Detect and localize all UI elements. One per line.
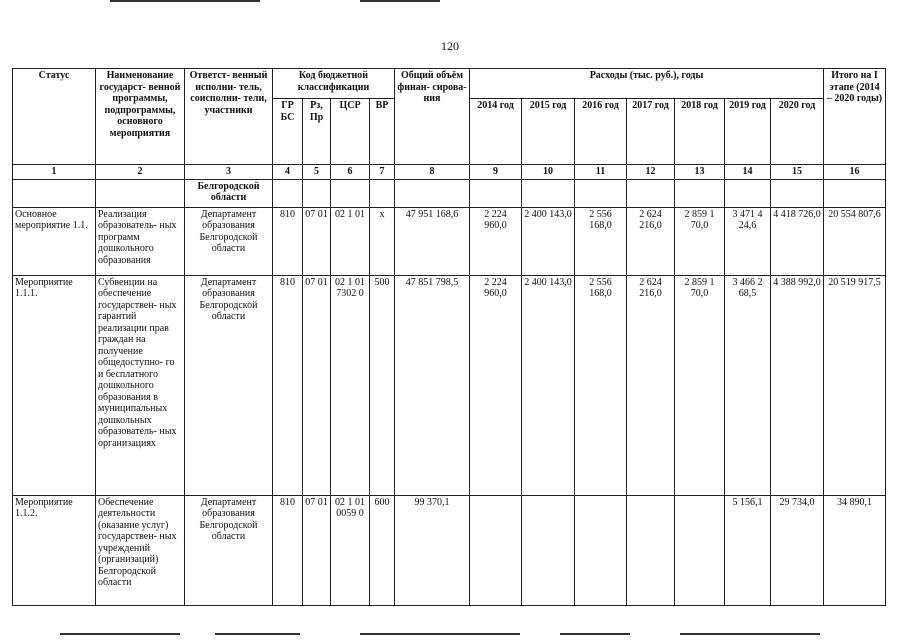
empty-cell bbox=[725, 179, 771, 207]
empty-cell bbox=[303, 179, 331, 207]
header-responsible: Ответст- венный исполни- тель, соисполни- тели, участники bbox=[185, 69, 273, 165]
row-year-value: 29 734,0 bbox=[771, 495, 824, 605]
header-year: 2018 год bbox=[675, 99, 725, 165]
row-year-value: 2 624 216,0 bbox=[627, 275, 675, 495]
column-number: 7 bbox=[370, 165, 395, 180]
empty-cell bbox=[395, 179, 470, 207]
empty-cell bbox=[824, 179, 886, 207]
row-year-value bbox=[627, 495, 675, 605]
empty-cell bbox=[771, 179, 824, 207]
column-number: 12 bbox=[627, 165, 675, 180]
row-responsible: Департамент образования Белгородской области bbox=[185, 275, 273, 495]
row-year-value bbox=[675, 495, 725, 605]
column-number: 15 bbox=[771, 165, 824, 180]
empty-cell bbox=[470, 179, 522, 207]
column-number-row bbox=[13, 165, 886, 180]
header-name: Наименование государст- венной программы, подпрограммы, основного мероприятия bbox=[96, 69, 185, 165]
row-vr: х bbox=[370, 207, 395, 275]
empty-cell bbox=[675, 179, 725, 207]
row-year-value: 2 859 1 70,0 bbox=[675, 207, 725, 275]
row-status: Мероприятие 1.1.1. bbox=[13, 275, 96, 495]
row-rzpr: 07 01 bbox=[303, 495, 331, 605]
column-number: 13 bbox=[675, 165, 725, 180]
header-year: 2020 год bbox=[771, 99, 824, 165]
empty-cell bbox=[273, 179, 303, 207]
header-rzpr: Рз, Пр bbox=[303, 99, 331, 165]
row-year-value bbox=[575, 495, 627, 605]
header-year: 2016 год bbox=[575, 99, 627, 165]
bottom-scan-rule-5 bbox=[680, 633, 820, 635]
budget-table bbox=[12, 68, 886, 606]
row-responsible: Департамент образования Белгородской области bbox=[185, 495, 273, 605]
row-total: 99 370,1 bbox=[395, 495, 470, 605]
top-scan-rule-left bbox=[110, 0, 260, 2]
empty-cell bbox=[627, 179, 675, 207]
column-number: 10 bbox=[522, 165, 575, 180]
column-number: 14 bbox=[725, 165, 771, 180]
header-total-funding: Общий объём финан- сирова- ния bbox=[395, 69, 470, 165]
continuation-text: Белгородской области bbox=[185, 179, 273, 207]
column-number: 11 bbox=[575, 165, 627, 180]
row-stage-total: 20 554 807,6 bbox=[824, 207, 886, 275]
row-vr: 500 bbox=[370, 275, 395, 495]
row-grbs: 810 bbox=[273, 275, 303, 495]
empty-cell bbox=[522, 179, 575, 207]
header-status: Статус bbox=[13, 69, 96, 165]
row-stage-total: 20 519 917,5 bbox=[824, 275, 886, 495]
row-year-value bbox=[522, 495, 575, 605]
table-row bbox=[13, 275, 886, 495]
bottom-scan-rule-3 bbox=[360, 633, 520, 635]
row-csr: 02 1 01 bbox=[331, 207, 370, 275]
column-number: 16 bbox=[824, 165, 886, 180]
row-stage-total: 34 890,1 bbox=[824, 495, 886, 605]
header-expenses: Расходы (тыс. руб.), годы bbox=[470, 69, 824, 99]
row-total: 47 951 168,6 bbox=[395, 207, 470, 275]
column-number: 5 bbox=[303, 165, 331, 180]
row-name: Реализация образователь- ных программ дошкольного образования bbox=[96, 207, 185, 275]
row-rzpr: 07 01 bbox=[303, 207, 331, 275]
row-total: 47 851 798,5 bbox=[395, 275, 470, 495]
row-grbs: 810 bbox=[273, 495, 303, 605]
header-year: 2014 год bbox=[470, 99, 522, 165]
row-year-value: 4 388 992,0 bbox=[771, 275, 824, 495]
empty-cell bbox=[331, 179, 370, 207]
row-year-value: 5 156,1 bbox=[725, 495, 771, 605]
bottom-scan-rule-2 bbox=[215, 633, 300, 635]
row-year-value: 2 400 143,0 bbox=[522, 275, 575, 495]
page-number: 120 bbox=[441, 39, 459, 53]
column-number: 2 bbox=[96, 165, 185, 180]
row-grbs: 810 bbox=[273, 207, 303, 275]
row-year-value: 2 859 1 70,0 bbox=[675, 275, 725, 495]
row-year-value: 3 471 4 24,6 bbox=[725, 207, 771, 275]
column-number: 8 bbox=[395, 165, 470, 180]
row-name: Обеспечение деятельности (оказание услуг) государствен- ных учреждений (организаций) Белгородской области bbox=[96, 495, 185, 605]
table-row bbox=[13, 207, 886, 275]
row-status: Мероприятие 1.1.2. bbox=[13, 495, 96, 605]
header-year: 2019 год bbox=[725, 99, 771, 165]
empty-cell bbox=[575, 179, 627, 207]
row-csr: 02 1 01 7302 0 bbox=[331, 275, 370, 495]
header-csr: ЦСР bbox=[331, 99, 370, 165]
row-year-value: 2 556 168,0 bbox=[575, 207, 627, 275]
row-year-value bbox=[470, 495, 522, 605]
header-grbs: ГР БС bbox=[273, 99, 303, 165]
top-scan-rule-right bbox=[360, 0, 440, 2]
row-year-value: 2 624 216,0 bbox=[627, 207, 675, 275]
column-number: 4 bbox=[273, 165, 303, 180]
row-year-value: 2 224 960,0 bbox=[470, 207, 522, 275]
row-year-value: 2 556 168,0 bbox=[575, 275, 627, 495]
row-rzpr: 07 01 bbox=[303, 275, 331, 495]
empty-cell bbox=[13, 179, 96, 207]
bottom-scan-rule-1 bbox=[60, 633, 180, 635]
continuation-row bbox=[13, 179, 886, 207]
header-vr: ВР bbox=[370, 99, 395, 165]
column-number: 9 bbox=[470, 165, 522, 180]
row-name: Субвенции на обеспечение государствен- ных гарантий реализации прав граждан на получение общедоступно- го и бесплатного дошкольного образования в муниципальных дошкольных образователь- ных организациях bbox=[96, 275, 185, 495]
row-responsible: Департамент образования Белгородской области bbox=[185, 207, 273, 275]
column-number: 3 bbox=[185, 165, 273, 180]
row-vr: 600 bbox=[370, 495, 395, 605]
table-row bbox=[13, 495, 886, 605]
empty-cell bbox=[370, 179, 395, 207]
header-year: 2017 год bbox=[627, 99, 675, 165]
row-year-value: 2 400 143,0 bbox=[522, 207, 575, 275]
header-stage-total: Итого на I этапе (2014 – 2020 годы) bbox=[824, 69, 886, 165]
bottom-scan-rule-4 bbox=[560, 633, 630, 635]
empty-cell bbox=[96, 179, 185, 207]
row-status: Основное мероприятие 1.1. bbox=[13, 207, 96, 275]
header-year: 2015 год bbox=[522, 99, 575, 165]
column-number: 6 bbox=[331, 165, 370, 180]
column-number: 1 bbox=[13, 165, 96, 180]
row-year-value: 2 224 960,0 bbox=[470, 275, 522, 495]
row-year-value: 4 418 726,0 bbox=[771, 207, 824, 275]
row-csr: 02 1 01 0059 0 bbox=[331, 495, 370, 605]
row-year-value: 3 466 2 68,5 bbox=[725, 275, 771, 495]
header-budget-code: Код бюджетной классификации bbox=[273, 69, 395, 99]
